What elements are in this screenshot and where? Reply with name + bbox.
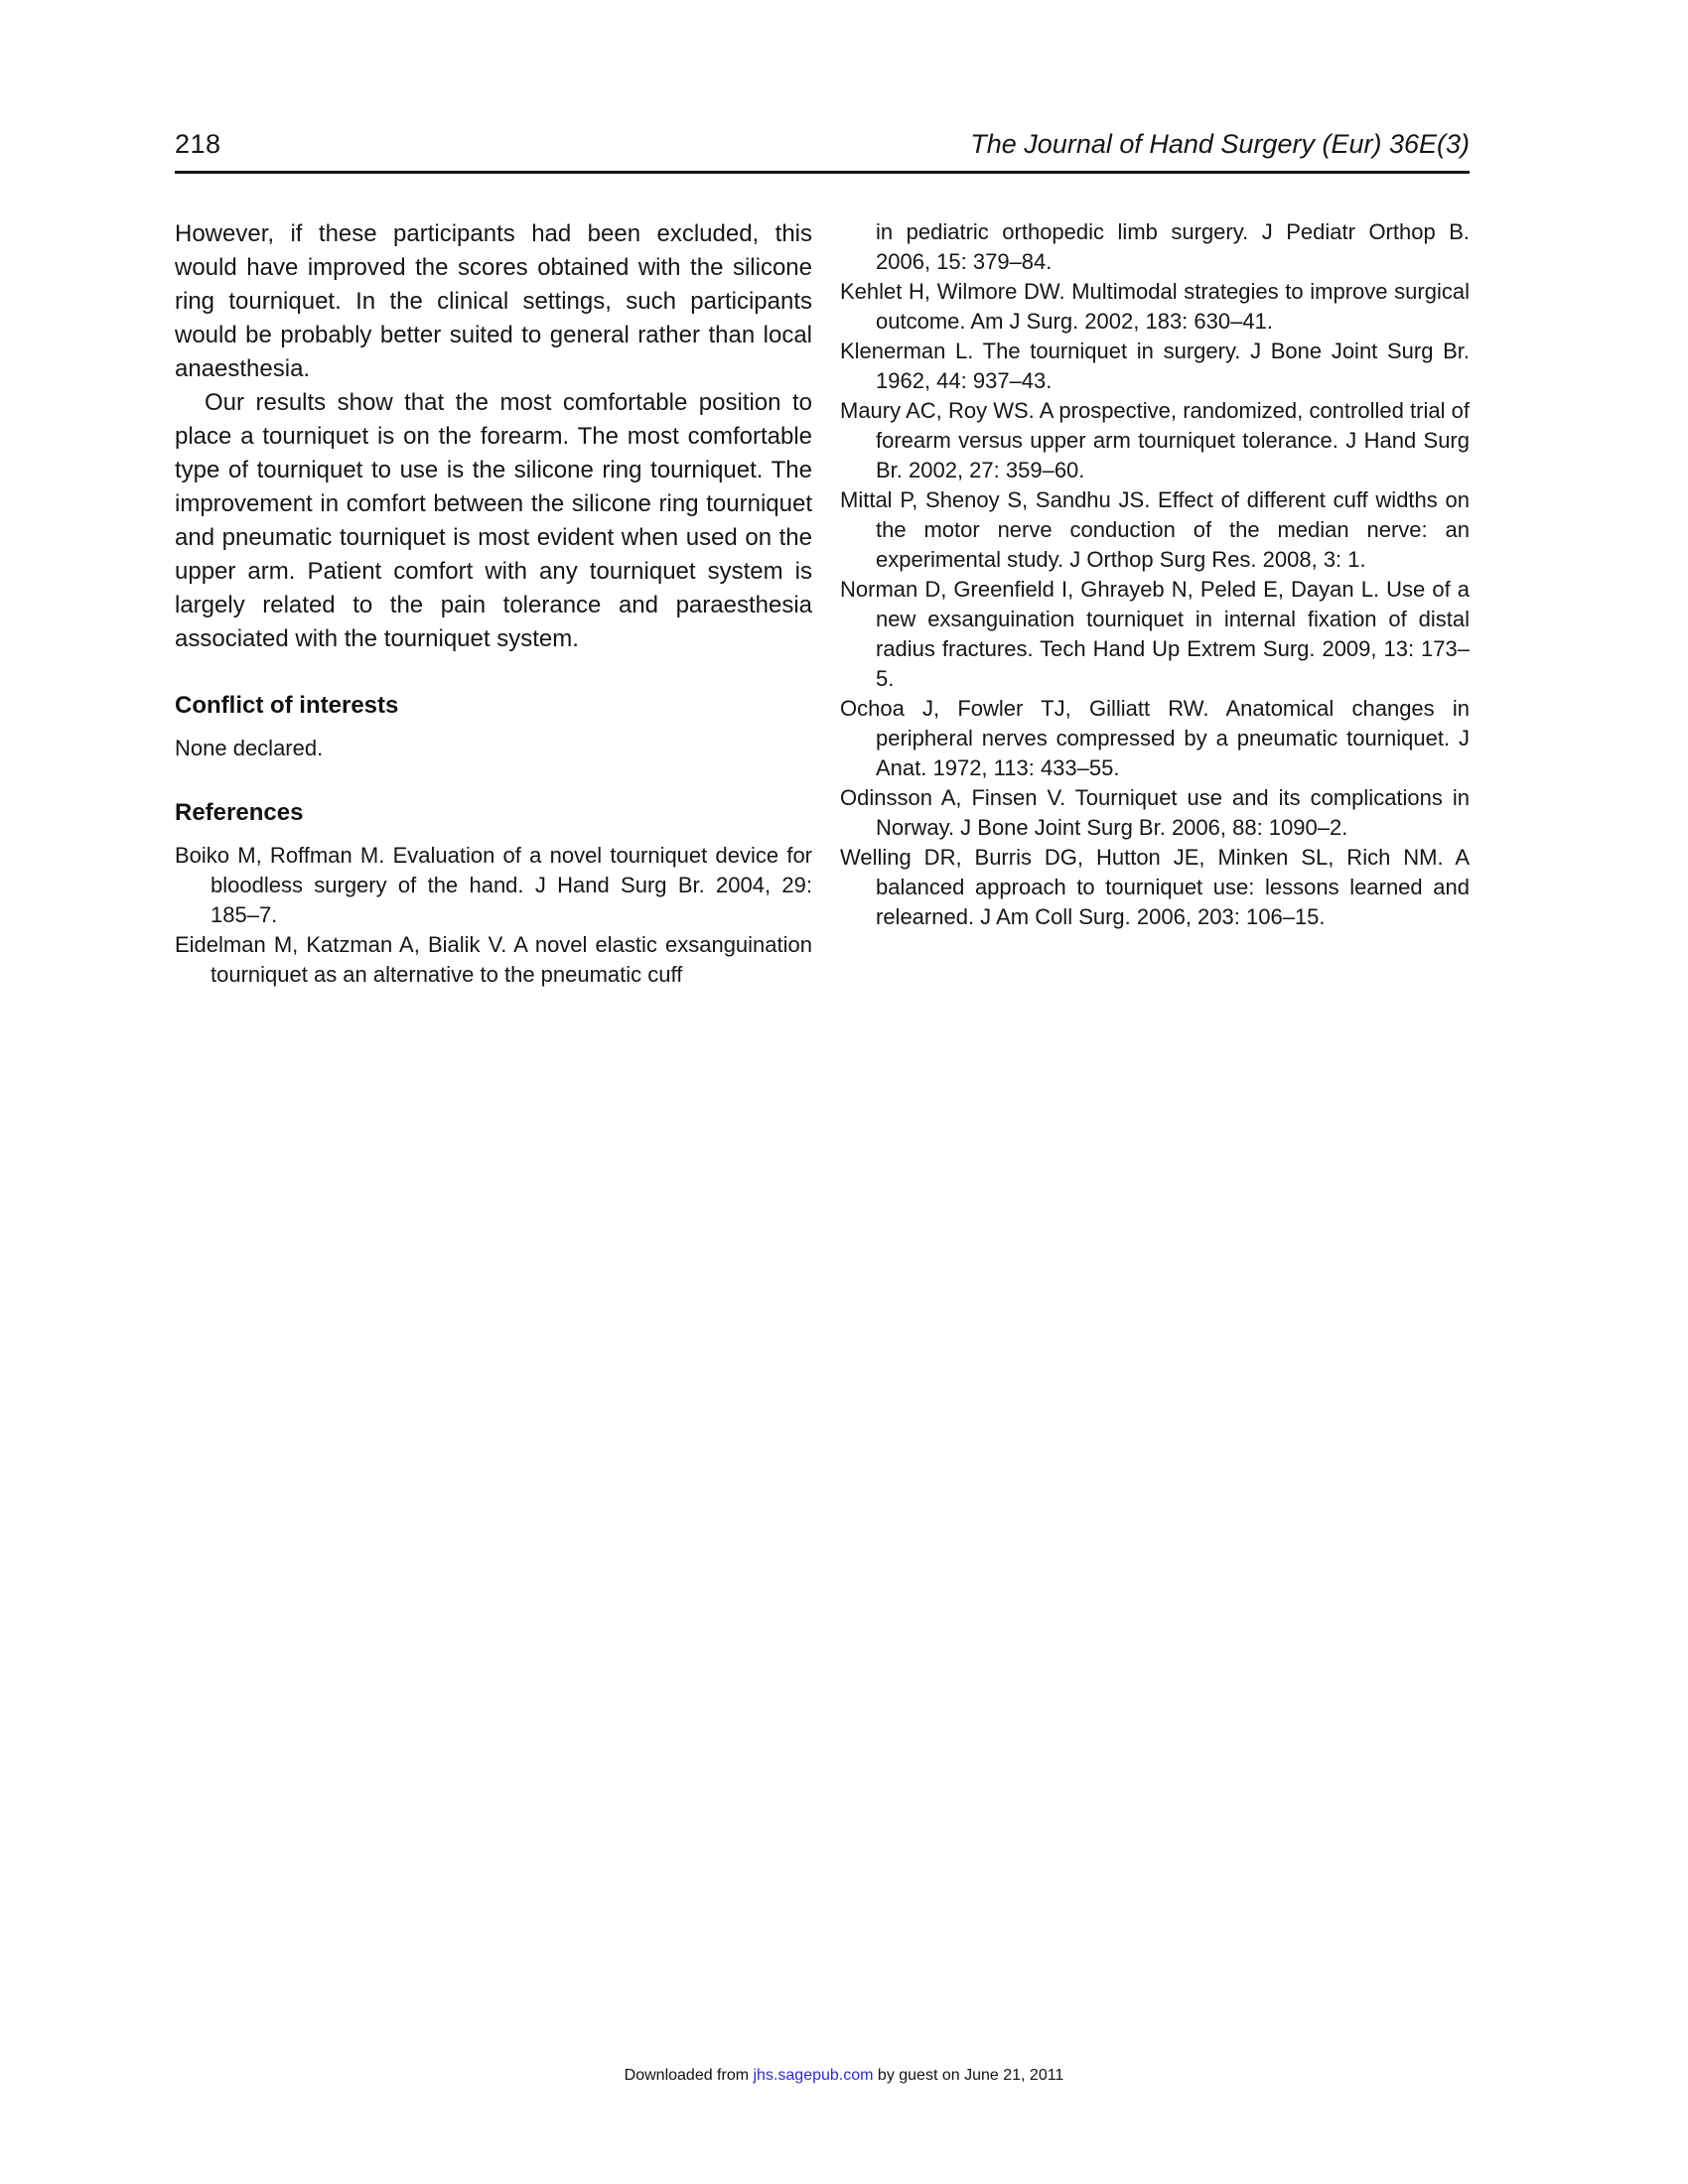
left-column xyxy=(175,217,812,990)
download-stamp xyxy=(0,2067,1688,2085)
page-number: 218 xyxy=(175,129,221,159)
right-column xyxy=(840,217,1470,990)
reference-entry: Boiko M, Roffman M. Evaluation of a novel tourniquet device for bloodless surgery of the hand. J Hand Surg Br. 2004, 29: 185–7. xyxy=(175,843,812,927)
reference-entry: Mittal P, Shenoy S, Sandhu JS. Effect of different cuff widths on the motor nerve conduction of the median nerve: an experimental study. J Orthop Surg Res. 2008, 3: 1. xyxy=(840,487,1470,572)
reference-entry: Kehlet H, Wilmore DW. Multimodal strategies to improve surgical outcome. Am J Surg. 2002, 183: 630–41. xyxy=(840,279,1470,334)
reference-entry: Klenerman L. The tourniquet in surgery. J Bone Joint Surg Br. 1962, 44: 937–43. xyxy=(840,339,1470,393)
reference-entry: Odinsson A, Finsen V. Tourniquet use and its complications in Norway. J Bone Joint Surg Br. 2006, 88: 1090–2. xyxy=(840,785,1470,840)
conflict-of-interests-heading: Conflict of interests xyxy=(175,692,399,719)
reference-entry: Ochoa J, Fowler TJ, Gilliatt RW. Anatomical changes in peripheral nerves compressed by a pneumatic tourniquet. J Anat. 1972, 113: 433–55. xyxy=(840,696,1470,780)
download-stamp-prefix: Downloaded from xyxy=(624,2067,754,2084)
page-header xyxy=(175,129,1470,160)
reference-entry: Eidelman M, Katzman A, Bialik V. A novel elastic exsanguination tourniquet as an alternative to the pneumatic cuff xyxy=(175,932,812,987)
header-divider xyxy=(175,171,1470,174)
reference-entry: Maury AC, Roy WS. A prospective, randomized, controlled trial of forearm versus upper arm tourniquet tolerance. J Hand Surg Br. 2002, 27: 359–60. xyxy=(840,398,1470,482)
body-paragraph: Our results show that the most comfortable position to place a tourniquet is on the forearm. The most comfortable type of tourniquet to use is the silicone ring tourniquet. The improvement in comfort between the silicone ring tourniquet and pneumatic tourniquet is most evident when used on the upper arm. Patient comfort with any tourniquet system is largely related to the pain tolerance and paraesthesia associated with the tourniquet system. xyxy=(175,389,812,652)
reference-entry: Norman D, Greenfield I, Ghrayeb N, Peled E, Dayan L. Use of a new exsanguination tourniquet in internal fixation of distal radius fractures. Tech Hand Up Extrem Surg. 2009, 13: 173–5. xyxy=(840,577,1470,691)
conflict-of-interests-text: None declared. xyxy=(175,736,324,760)
download-stamp-suffix: by guest on June 21, 2011 xyxy=(873,2067,1064,2084)
reference-entry-continuation: in pediatric orthopedic limb surgery. J Pediatr Orthop B. 2006, 15: 379–84. xyxy=(876,219,1470,274)
journal-title: The Journal of Hand Surgery (Eur) 36E(3) xyxy=(970,129,1470,159)
references-heading: References xyxy=(175,799,304,826)
reference-entry: Welling DR, Burris DG, Hutton JE, Minken SL, Rich NM. A balanced approach to tourniquet use: lessons learned and relearned. J Am Coll Surg. 2006, 203: 106–15. xyxy=(840,845,1470,929)
two-column-body xyxy=(175,217,1470,990)
body-paragraph: However, if these participants had been excluded, this would have improved the scores obtained with the silicone ring tourniquet. In the clinical settings, such participants would be probably better suited to general rather than local anaesthesia. xyxy=(175,220,812,382)
sagepub-link[interactable]: jhs.sagepub.com xyxy=(753,2067,874,2084)
